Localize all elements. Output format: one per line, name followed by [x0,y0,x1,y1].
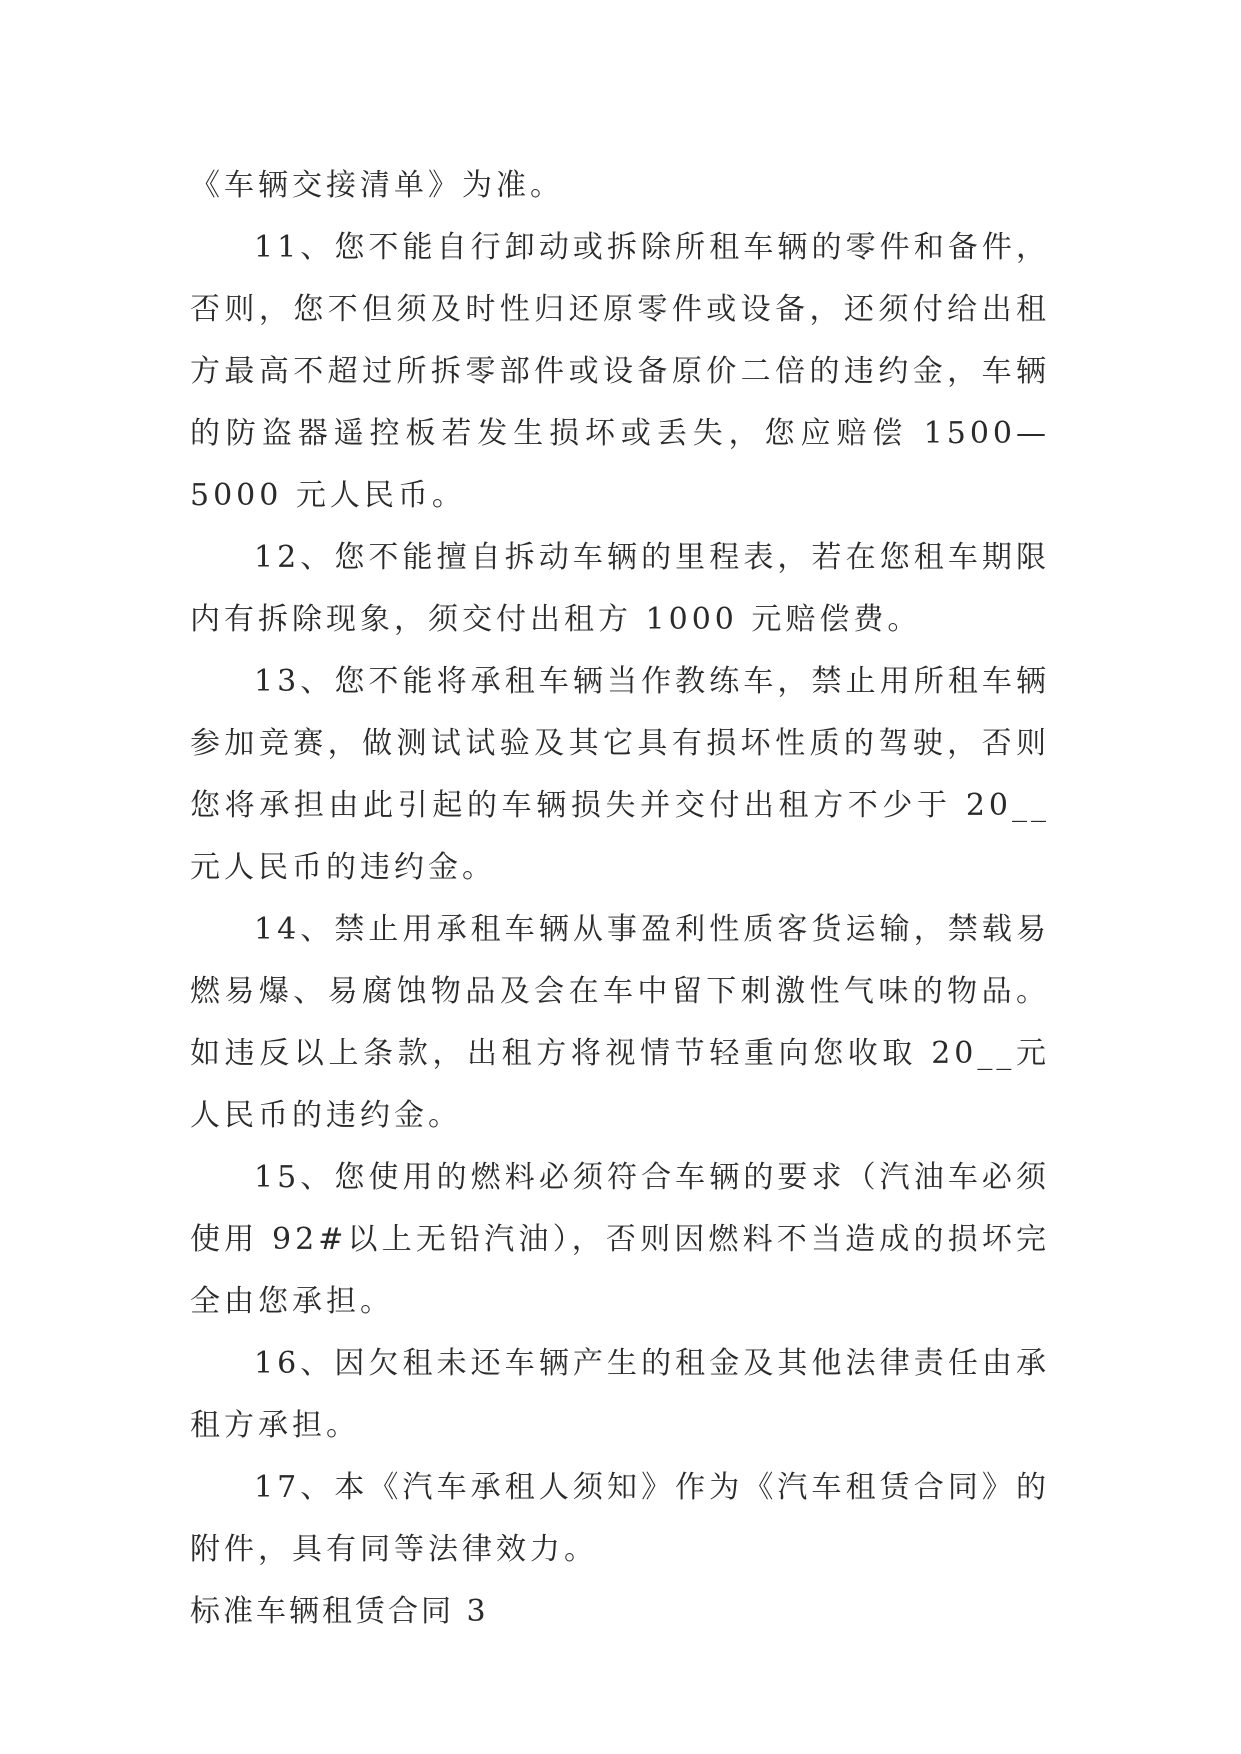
paragraph-clause-17: 17、本《汽车承租人须知》作为《汽车租赁合同》的附件，具有同等法律效力。 [190,1470,1050,1567]
paragraph-clause-12: 12、您不能擅自拆动车辆的里程表，若在您租车期限内有拆除现象，须交付出租方 1000 元赔偿费。 [190,540,1050,637]
paragraph-clause-15: 15、您使用的燃料必须符合车辆的要求（汽油车必须使用 92#以上无铅汽油），否则因燃料不当造成的损坏完全由您承担。 [190,1160,1050,1319]
paragraph-clause-13: 13、您不能将承租车辆当作教练车，禁止用所租车辆参加竞赛，做测试试验及其它具有损坏性质的驾驶，否则您将承担由此引起的车辆损失并交付出租方不少于 20__元人民币的违约金。 [190,664,1050,885]
paragraph-clause-11: 11、您不能自行卸动或拆除所租车辆的零件和备件，否则，您不但须及时性归还原零件或设备，还须付给出租方最高不超过所拆零部件或设备原价二倍的违约金，车辆的防盗器遥控板若发生损坏或丢失，您应赔偿 1500—5000 元人民币。 [190,230,1050,513]
paragraph-clause-16: 16、因欠租未还车辆产生的租金及其他法律责任由承租方承担。 [190,1346,1050,1443]
paragraph-clause-14: 14、禁止用承租车辆从事盈利性质客货运输，禁载易燃易爆、易腐蚀物品及会在车中留下刺激性气味的物品。如违反以上条款，出租方将视情节轻重向您收取 20__元人民币的违约金。 [190,912,1050,1133]
document-page [190,155,1050,1643]
section-heading: 标准车辆租赁合同 3 [190,1594,489,1629]
paragraph-continuation: 《车辆交接清单》为准。 [190,168,564,203]
